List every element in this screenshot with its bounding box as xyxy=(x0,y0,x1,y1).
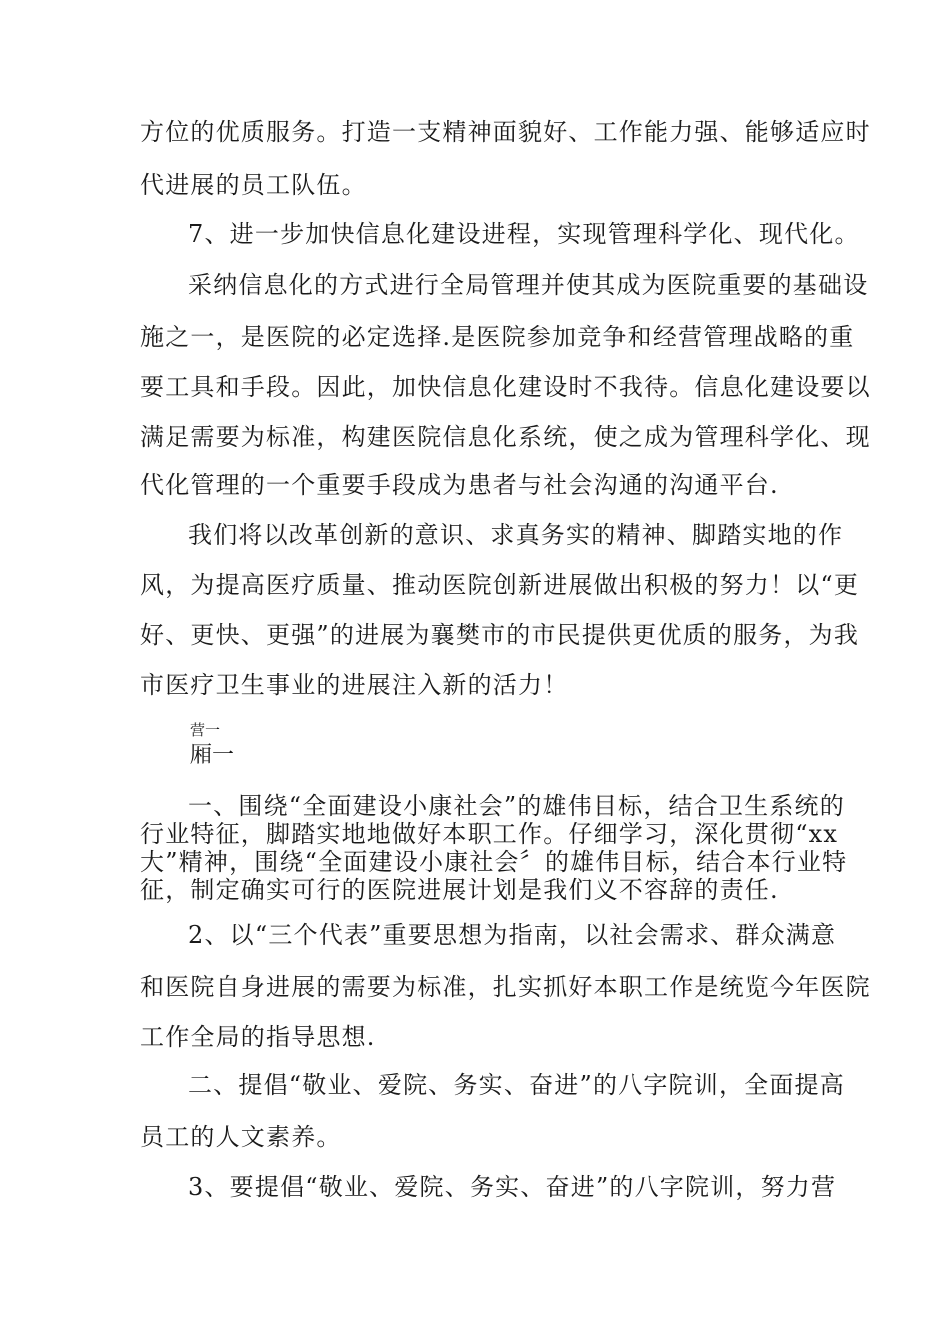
text-line: 工作全局的指导思想. xyxy=(140,1023,376,1051)
text-line: 大”精神，围绕“全面建设小康社会〞的雄伟目标，结合本行业特 xyxy=(140,848,848,876)
text-line: 员工的人文素养。 xyxy=(140,1123,342,1151)
text-line: 方位的优质服务。打造一支精神面貌好、工作能力强、能够适应时 xyxy=(140,118,871,146)
text-line: 风，为提高医疗质量、推动医院创新进展做出积极的努力！以“更 xyxy=(140,571,860,599)
text-line: 施之一，是医院的必定选择.是医院参加竞争和经营管理战略的重 xyxy=(140,323,855,351)
text-line: 好、更快、更强”的进展为襄樊市的市民提供更优质的服务，为我 xyxy=(140,621,860,649)
text-line: 2、以“三个代表”重要思想为指南，以社会需求、群众满意 xyxy=(188,921,837,949)
text-line: 要工具和手段。因此，加快信息化建设时不我待。信息化建设要以 xyxy=(140,373,871,401)
text-line: 和医院自身进展的需要为标准，扎实抓好本职工作是统览今年医院 xyxy=(140,973,871,1001)
text-line: 市医疗卫生事业的进展注入新的活力！ xyxy=(140,671,569,699)
text-line: 采纳信息化的方式进行全局管理并使其成为医院重要的基础设 xyxy=(188,271,869,299)
text-line: 征，制定确实可行的医院进展计划是我们义不容辞的责任. xyxy=(140,876,779,904)
text-line: 行业特征，脚踏实地地做好本职工作。仔细学习，深化贯彻“xx xyxy=(140,820,839,848)
text-line: 3、要提倡“敬业、爱院、务实、奋进”的八字院训，努力营 xyxy=(188,1173,837,1201)
section-marker: 营一 xyxy=(190,721,221,739)
text-line: 代化管理的一个重要手段成为患者与社会沟通的沟通平台. xyxy=(140,471,779,499)
text-line: 满足需要为标准，构建医院信息化系统，使之成为管理科学化、现 xyxy=(140,423,871,451)
text-line: 二、提倡“敬业、爱院、务实、奋进”的八字院训，全面提高 xyxy=(188,1071,845,1099)
text-line: 我们将以改革创新的意识、求真务实的精神、脚踏实地的作 xyxy=(188,521,844,549)
text-line: 7、进一步加快信息化建设进程，实现管理科学化、现代化。 xyxy=(188,220,860,248)
text-line: 代进展的员工队伍。 xyxy=(140,171,367,199)
text-line: 一、围绕“全面建设小康社会”的雄伟目标，结合卫生系统的 xyxy=(188,792,845,820)
section-marker: 厢一 xyxy=(190,743,235,768)
